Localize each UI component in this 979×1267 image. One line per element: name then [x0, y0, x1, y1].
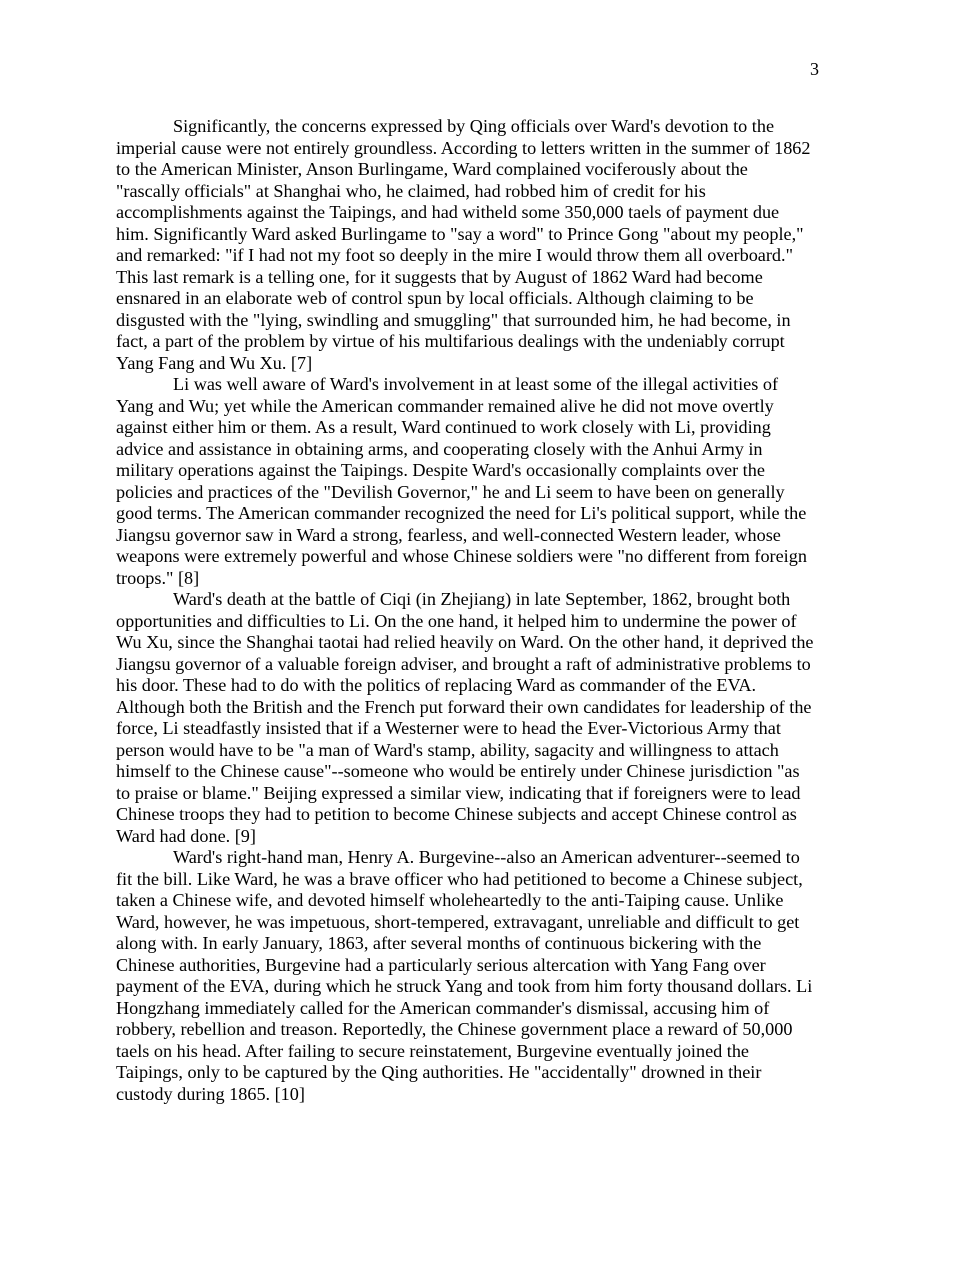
paragraph: Significantly, the concerns expressed by Qing officials over Ward's devotion to the imperial cause were not entirely groundless. According to letters written in the summer of 1862 to the American Minister, Anson Burlingame, Ward complained vociferously about the "rascally officials" at Shanghai who, he claimed, had robbed him of credit for his accomplishments against the Taipings, and had witheld some 350,000 taels of payment due him. Significantly Ward asked Burlingame to "say a word" to Prince Gong "about my people," and remarked: "if I had not my foot so deeply in the mire I would throw them all overboard." This last remark is a telling one, for it suggests that by August of 1862 Ward had become ensnared in an elaborate web of control spun by local officials. Although claiming to be disgusted with the "lying, swindling and smuggling" that surrounded him, he had become, in fact, a part of the problem by virtue of his multifarious dealings with the undeniably corrupt Yang Fang and Wu Xu. [7]: [116, 116, 811, 373]
paragraph: Ward's right-hand man, Henry A. Burgevine--also an American adventurer--seemed to fit the bill. Like Ward, he was a brave officer who had petitioned to become a Chinese subject, taken a Chinese wife, and devoted himself wholeheartedly to the anti-Taiping cause. Unlike Ward, however, he was impetuous, short-tempered, extravagant, unreliable and difficult to get along with. In early January, 1863, after several months of continuous bickering with the Chinese authorities, Burgevine had a particularly serious altercation with Yang Fang over payment of the EVA, during which he struck Yang and took from him forty thousand dollars. Li Hongzhang immediately called for the American commander's dismissal, accusing him of robbery, rebellion and treason. Reportedly, the Chinese government place a reward of 50,000 taels on his head. After failing to secure reinstatement, Burgevine eventually joined the Taipings, only to be captured by the Qing authorities. He "accidentally" drowned in their custody during 1865. [10]: [116, 847, 813, 1104]
body-text: [116, 116, 816, 1105]
paragraph: Ward's death at the battle of Ciqi (in Zhejiang) in late September, 1862, brought both opportunities and difficulties to Li. On the one hand, it helped him to undermine the power of Wu Xu, since the Shanghai taotai had relied heavily on Ward. On the other hand, it deprived the Jiangsu governor of a valuable foreign adviser, and brought a raft of administrative problems to his door. These had to do with the politics of replacing Ward as commander of the EVA. Although both the British and the French put forward their own candidates for leadership of the force, Li steadfastly insisted that if a Westerner were to head the Ever-Victorious Army that person would have to be "a man of Ward's stamp, ability, sagacity and willingness to attach himself to the Chinese cause"--someone who would be entirely under Chinese jurisdiction "as to praise or blame." Beijing expressed a similar view, indicating that if foreigners were to lead Chinese troops they had to petition to become Chinese subjects and accept Chinese control as Ward had done. [9]: [116, 589, 814, 846]
page-number: 3: [810, 59, 819, 79]
paragraph: Li was well aware of Ward's involvement in at least some of the illegal activities of Yang and Wu; yet while the American commander remained alive he did not move overtly against either him or them. As a result, Ward continued to work closely with Li, providing advice and assistance in obtaining arms, and cooperating closely with the Anhui Army in military operations against the Taipings. Despite Ward's occasionally complaints over the policies and practices of the "Devilish Governor," he and Li seem to have been on generally good terms. The American commander recognized the need for Li's political support, while the Jiangsu governor saw in Ward a strong, fearless, and well-connected Western leader, whose weapons were extremely powerful and whose Chinese soldiers were "no different from foreign troops." [8]: [116, 374, 807, 588]
